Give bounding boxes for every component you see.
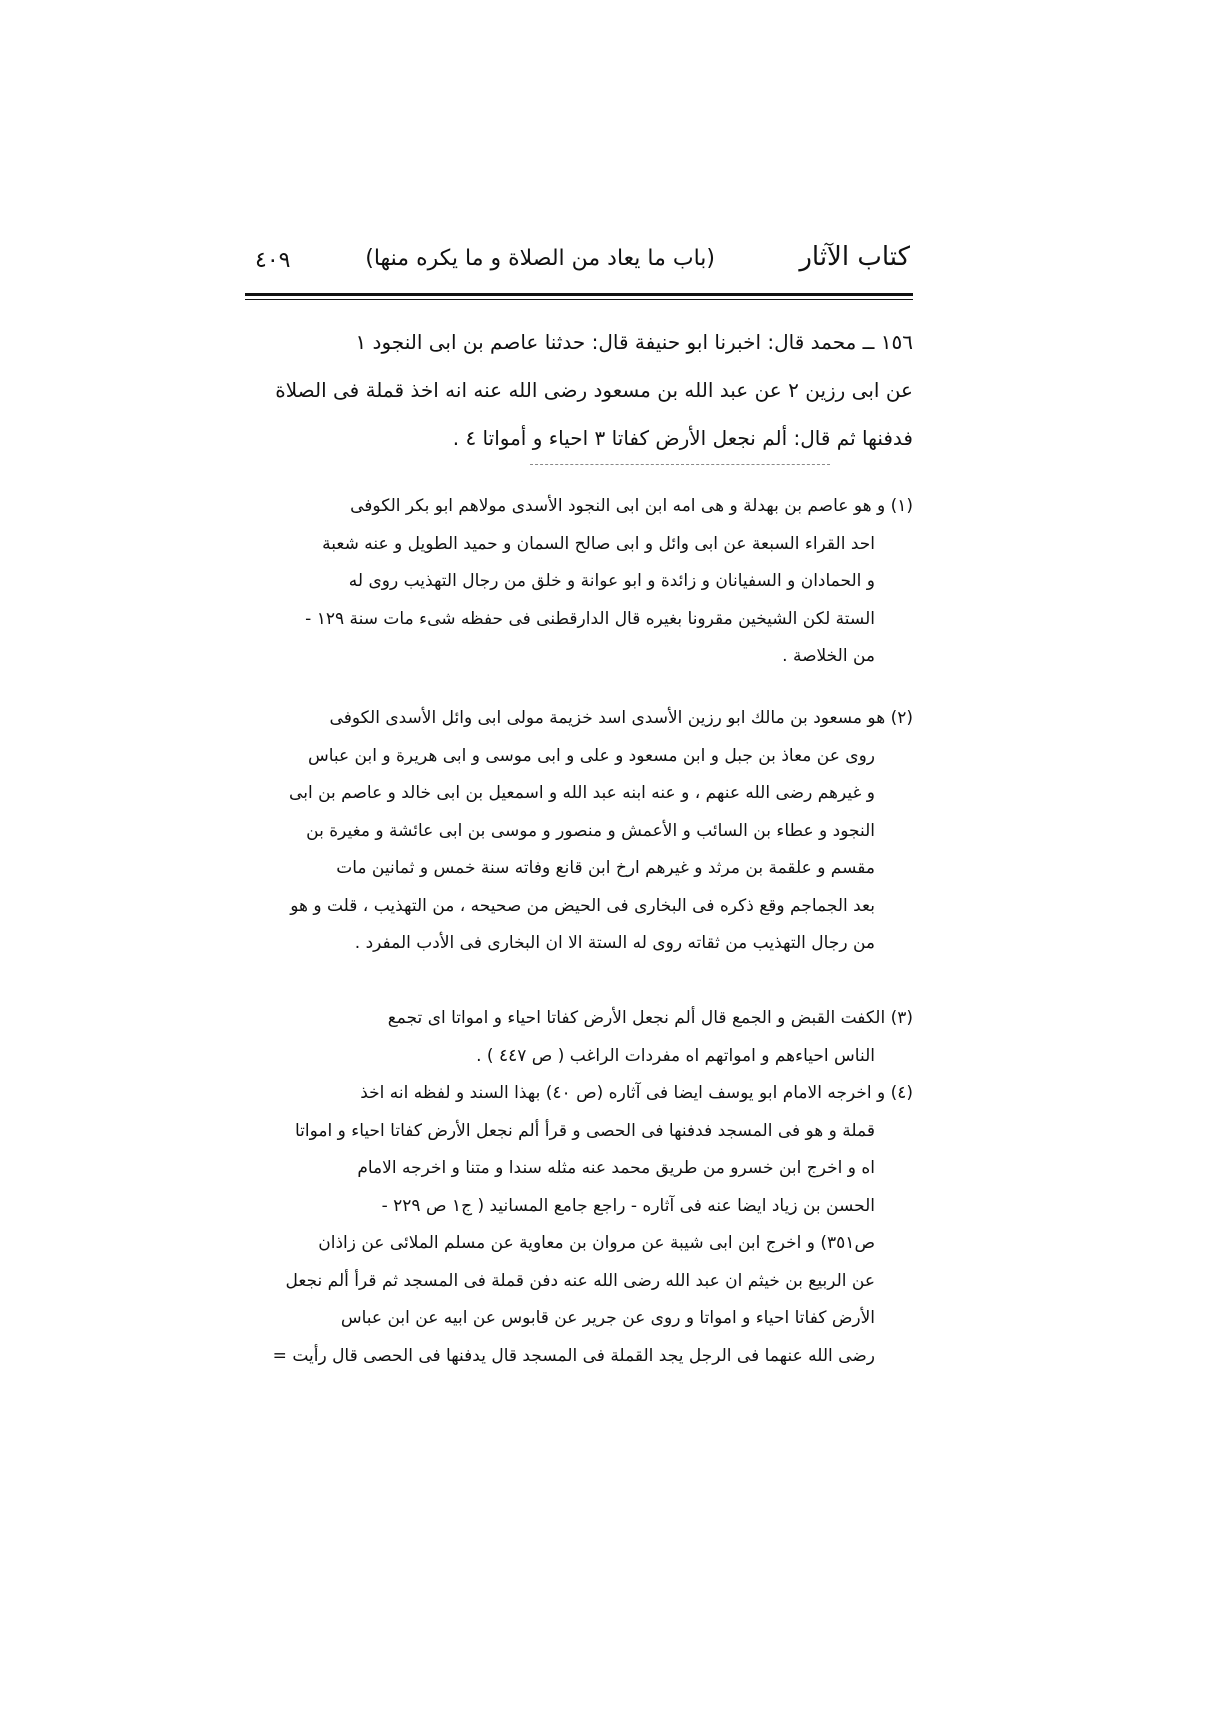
footnote-line: النجود و عطاء بن السائب و الأعمش و منصور و موسى بن ابى عائشة و مغيرة بن [306,820,875,841]
book-title: كتاب الآثار [799,242,910,272]
footnote-line: ص٣٥١) و اخرج ابن ابى شيبة عن مروان بن معاوية عن مسلم الملائى عن زاذان [318,1233,875,1253]
hadith-line: عن ابى رزين ٢ عن عبد الله بن مسعود رضى الله عنه انه اخذ قملة فى الصلاة [275,378,913,402]
footnote-4 [258,1075,913,1375]
footnote-line: الحسن بن زياد ايضا عنه فى آثاره - راجع جامع المسانيد ( ج١ ص ٢٢٩ - [381,1195,875,1216]
footnote-line: و غيرهم رضى الله عنهم ، و عنه ابنه عبد الله و اسمعيل بن ابى خالد و عاصم بن ابى [289,783,875,803]
footnote-line: بعد الجماجم وقع ذكره فى البخارى فى الحيض من صحيحه ، من التهذيب ، قلت و هو [290,895,875,916]
footnote-3 [258,1000,913,1075]
footnote-line: قملة و هو فى المسجد فدفنها فى الحصى و قرأ ألم نجعل الأرض كفاتا احياء و امواتا [294,1120,875,1141]
footnote-line: (١) و هو عاصم بن بهدلة و هى امه ابن ابى النجود الأسدى مولاهم ابو بكر الكوفى [350,496,913,516]
footnote-line: الناس احياءهم و امواتهم اه مفردات الراغب ( ص ٤٤٧ ) . [476,1045,875,1066]
footnote-line: الستة لكن الشيخين مقرونا بغيره قال الدارقطنى فى حفظه شىء مات سنة ١٢٩ - [305,608,875,629]
footnote-line: عن الربيع بن خيثم ان عبد الله رضى الله عنه دفن قملة فى المسجد ثم قرأ ألم نجعل [285,1270,875,1291]
hadith-line: فدفنها ثم قال: ألم نجعل الأرض كفاتا ٣ احياء و أمواتا ٤ . [452,426,913,450]
hadith-line: ١٥٦ ــ محمد قال: اخبرنا ابو حنيفة قال: حدثنا عاصم بن ابى النجود ١ [355,330,913,354]
footnote-line: (٣) الكفت القبض و الجمع قال ألم نجعل الأرض كفاتا احياء و امواتا اى تجمع [387,1008,913,1028]
chapter-title: (باب ما يعاد من الصلاة و ما يكره منها) [365,246,715,271]
page-number: ٤٠٩ [255,248,291,273]
footnote-line: من رجال التهذيب من ثقاته روى له الستة الا ان البخارى فى الأدب المفرد . [354,933,875,953]
footnote-line: احد القراء السبعة عن ابى وائل و ابى صالح السمان و حميد الطويل و عنه شعبة [322,533,875,554]
footnote-line: (٢) هو مسعود بن مالك ابو رزين الأسدى اسد خزيمة مولى ابى وائل الأسدى الكوفى [329,708,913,728]
footnote-line: من الخلاصة . [782,646,875,666]
footnote-line: رضى الله عنهما فى الرجل يجد القملة فى المسجد قال يدفنها فى الحصى قال رأيت = [272,1345,875,1366]
footnote-line: الأرض كفاتا احياء و امواتا و روى عن جرير عن قابوس عن ابيه عن ابن عباس [340,1308,875,1328]
header-rule-thick [245,293,913,296]
header-rule-thin [245,299,913,300]
footnote-line: روى عن معاذ بن جبل و ابن مسعود و على و ابى موسى و ابى هريرة و ابن عباس [307,745,875,766]
footnote-line: اه و اخرج ابن خسرو من طريق محمد عنه مثله سندا و متنا و اخرجه الامام [357,1158,875,1178]
footnote-line: مقسم و علقمة بن مرثد و غيرهم ارخ ابن قانع وفاته سنة خمس و ثمانين مات [336,858,875,878]
footnote-2 [258,700,913,963]
footnote-line: و الحمادان و السفيانان و زائدة و ابو عوانة و خلق من رجال التهذيب روى له [348,571,875,591]
hadith-text [258,318,913,462]
footnote-separator [530,464,830,465]
page-header [245,242,910,292]
footnote-1 [258,488,913,676]
footnote-line: (٤) و اخرجه الامام ابو يوسف ايضا فى آثاره (ص ٤٠) بهذا السند و لفظه انه اخذ [360,1083,913,1103]
